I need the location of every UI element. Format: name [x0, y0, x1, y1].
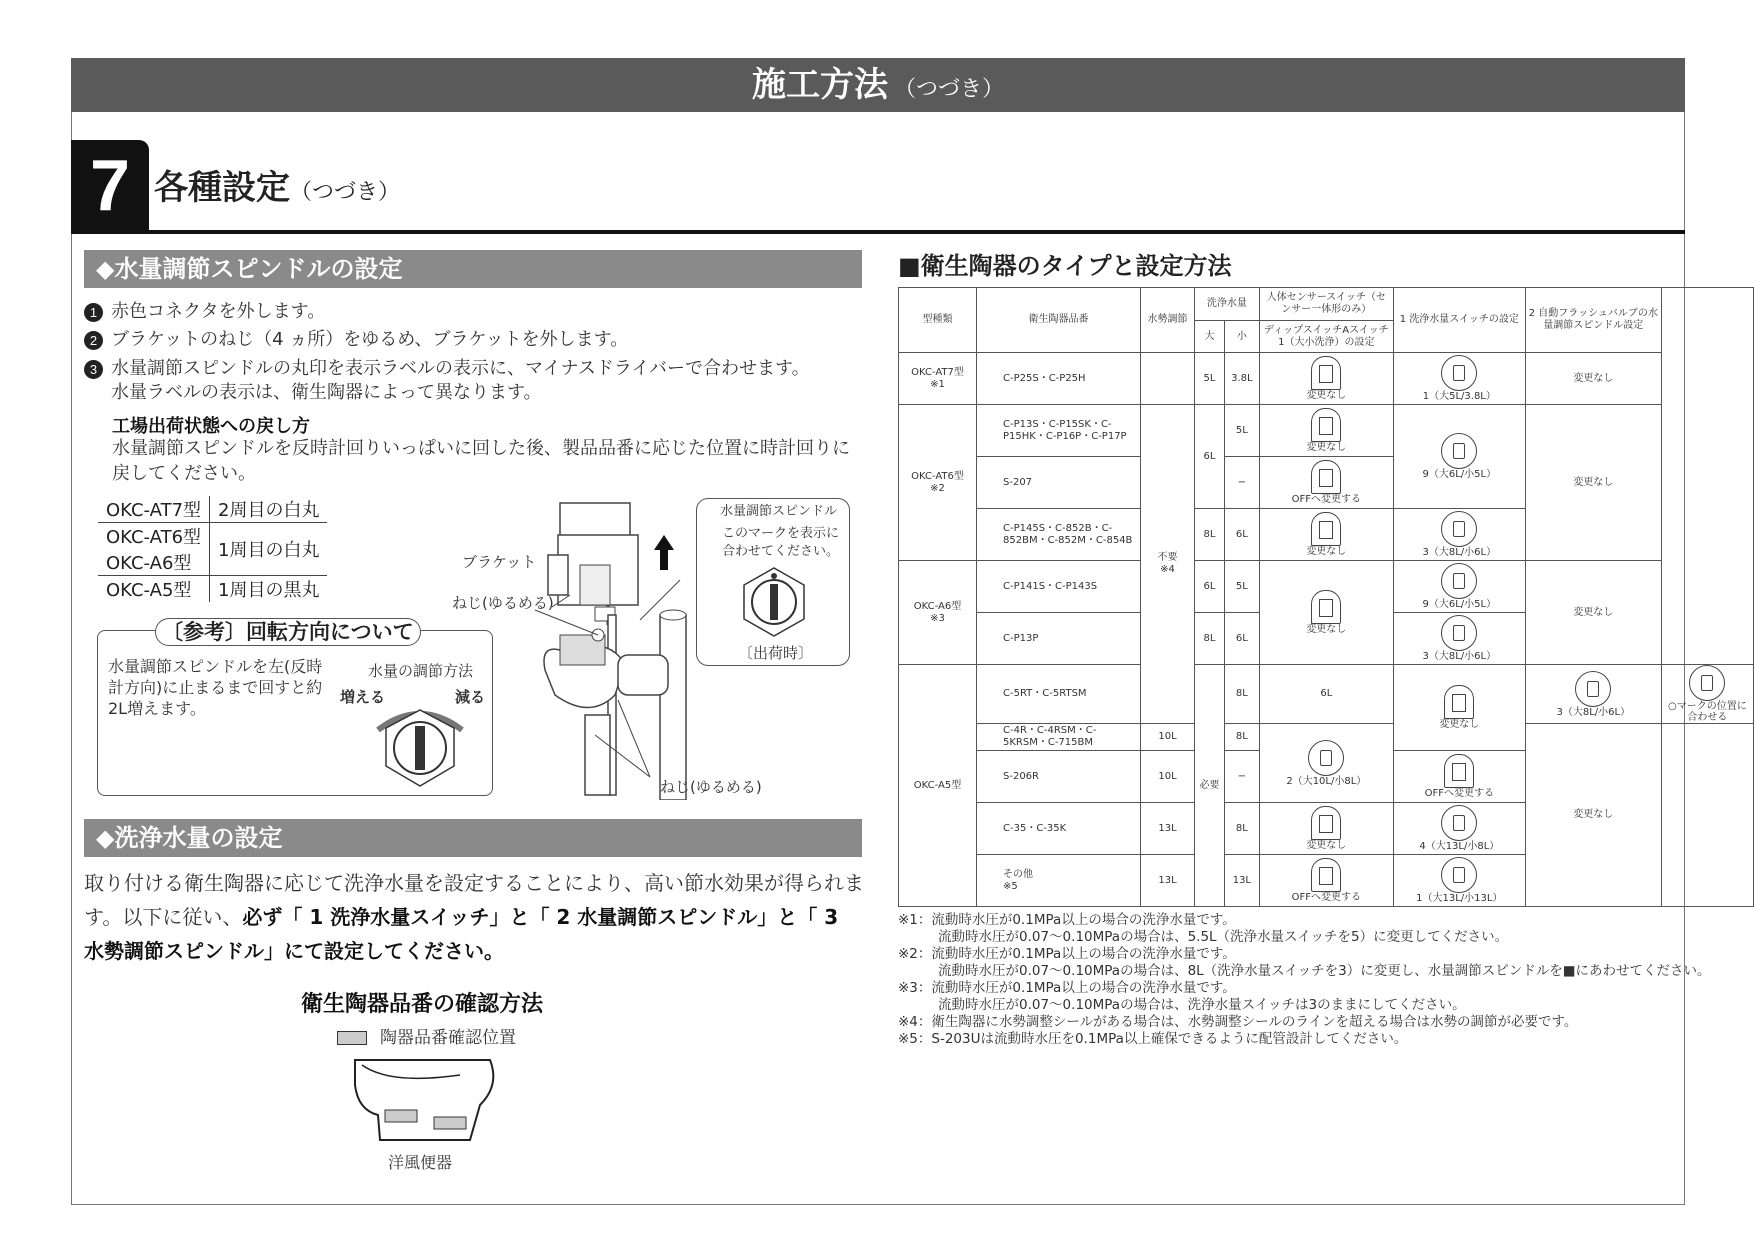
product-cell: C-4R・C-4RSM・C-5KRSM・C-715BM [977, 724, 1141, 751]
note: ※1：流動時水圧が0.1MPa以上の場合の洗浄水量です。 [898, 912, 1236, 928]
pos-cell: 2周目の白丸 [210, 496, 328, 523]
sw1-cell: 3（大8L/小6L） [1422, 547, 1497, 558]
pos-cell: 1周目の黒丸 [210, 576, 328, 603]
rotary-switch-icon [1441, 355, 1477, 391]
table-row [899, 405, 1754, 457]
rotary-switch-icon [1441, 857, 1477, 893]
screw-label-bottom: ねじ(ゆるめる) [660, 778, 762, 796]
section-divider [71, 230, 1685, 234]
callout-text-1: このマークを表示に [722, 526, 840, 541]
table-row [98, 523, 327, 576]
large-cell: 5L [1195, 353, 1225, 405]
rotation-dial-icon [370, 700, 470, 796]
dip-switch-icon [1311, 408, 1341, 442]
force-cell [1141, 353, 1195, 405]
col-force: 水勢調節 [1141, 288, 1195, 353]
force-cell: 必要 [1195, 665, 1225, 907]
header-sub: （つづき） [893, 77, 1004, 102]
callout-state: 〔出荷時〕 [738, 644, 814, 662]
note: ※3：流動時水圧が0.1MPa以上の場合の洗浄水量です。 [898, 980, 1236, 996]
step-3 [84, 357, 864, 405]
small-cell: − [1224, 751, 1259, 803]
large-cell: 10L [1141, 751, 1195, 803]
product-cell: S-206R [977, 751, 1141, 803]
toilet-diagram [350, 1055, 500, 1145]
table-row [899, 561, 1754, 613]
bracket-label: ブラケット [462, 553, 537, 571]
sw1-cell: 9（大6L/小5L） [1422, 469, 1497, 480]
dip-switch-icon [1311, 512, 1341, 546]
rotary-switch-icon [1308, 740, 1344, 776]
step-number: 3 [84, 360, 103, 379]
decrease-label: 減る [455, 688, 486, 706]
rotary-switch-icon [1441, 433, 1477, 469]
note: ※2：流動時水圧が0.1MPa以上の場合の洗浄水量です。 [898, 946, 1236, 962]
section-title-sub: （つづき） [290, 180, 401, 205]
dip-cell: 変更なし [1439, 719, 1480, 730]
sw2-cell: 変更なし [1525, 724, 1661, 907]
note: 流動時水圧が0.07〜0.10MPaの場合は、洗浄水量スイッチは3のままにしてください。 [938, 997, 1466, 1013]
section-title-text: 各種設定 [154, 168, 290, 208]
small-cell: 8L [1224, 724, 1259, 751]
small-cell: 6L [1224, 509, 1259, 561]
product-cell: C-P145S・C-852B・C-852BM・C-852M・C-854B [977, 509, 1141, 561]
page-header [71, 58, 1685, 112]
sw2-cell: ○マークの位置に合わせる [1668, 701, 1747, 723]
sw1-cell: 3（大8L/小6L） [1422, 651, 1497, 662]
types-title: ■衛生陶器のタイプと設定方法 [898, 252, 1232, 280]
step-number: 2 [84, 331, 103, 350]
step-text: 赤色コネクタを外します。 [111, 301, 326, 322]
reference-title: 〔参考〕回転方向について [155, 618, 421, 646]
large-cell: 8L [1195, 509, 1225, 561]
hex-dial-icon [738, 566, 810, 638]
sw1-cell: 3（大8L/小6L） [1556, 706, 1631, 718]
large-cell: 8L [1224, 665, 1259, 724]
dip-cell: OFFへ変更する [1291, 494, 1361, 505]
reference-text: 水量調節スピンドルを左(反時計方向)に止まるまで回すと約2L増えます。 [108, 657, 323, 718]
adjust-label: 水量の調節方法 [368, 662, 474, 680]
rotary-switch-icon [1441, 805, 1477, 841]
dip-cell: 変更なし [1306, 390, 1347, 401]
table-row [98, 496, 327, 523]
col-large: 大 [1195, 321, 1225, 353]
model-cell: OKC-A6型 [913, 600, 962, 612]
model-cell: OKC-A5型 [98, 576, 210, 603]
header-row [899, 288, 1754, 321]
table-row [899, 665, 1754, 724]
model-cell-2: OKC-A6型 [106, 553, 192, 574]
rotary-switch-icon [1441, 615, 1477, 651]
product-cell: C-35・C-35K [977, 803, 1141, 855]
dip-cell: OFFへ変更する [1291, 892, 1361, 903]
step-1 [84, 300, 325, 324]
sw1-cell: 9（大6L/小5L） [1422, 599, 1497, 610]
toilet-label: 洋風便器 [388, 1153, 453, 1172]
sw2-cell: 変更なし [1525, 353, 1661, 405]
rotary-switch-icon [1441, 563, 1477, 599]
table-row [899, 724, 1754, 751]
col-volume: 洗浄水量 [1195, 288, 1260, 321]
product-cell: C-P25S・C-P25H [977, 353, 1141, 405]
wash-intro-text: 取り付ける衛生陶器に応じて洗浄水量を設定することにより、高い節水効果が得られます。以下に従い、 [84, 871, 864, 929]
footnotes [898, 912, 1711, 1048]
factory-title: 工場出荷状態への戻し方 [112, 416, 310, 437]
col-sw2: 2 自動フラッシュバルブの水量調節スピンドル設定 [1525, 288, 1661, 353]
large-cell: 6L [1195, 405, 1225, 509]
section-title [154, 160, 400, 209]
spindle-bar: ◆水量調節スピンドルの設定 [84, 250, 862, 288]
small-cell: 6L [1259, 665, 1393, 724]
product-cell: C-5RT・C-5RTSM [977, 665, 1141, 724]
large-cell: 13L [1141, 803, 1195, 855]
dip-switch-icon [1311, 356, 1341, 390]
dip-cell: OFFへ変更する [1424, 788, 1494, 799]
model-cell: OKC-A5型 [899, 665, 977, 907]
types-table [898, 287, 1754, 907]
step-text: ブラケットのねじ（4 ヵ所）をゆるめ、ブラケットを外します。 [111, 329, 629, 350]
step-2 [84, 328, 628, 352]
wash-intro [84, 866, 864, 968]
small-cell: 13L [1224, 855, 1259, 907]
sw1-cell: 1（大5L/3.8L） [1422, 391, 1496, 402]
col-dip: ディップスイッチAスイッチ1（大小洗浄）の設定 [1259, 321, 1393, 353]
large-cell: 10L [1141, 724, 1195, 751]
sw2-cell: 変更なし [1525, 561, 1661, 665]
model-cell: OKC-AT7型 [911, 366, 964, 378]
large-cell: 8L [1195, 613, 1225, 665]
dip-switch-icon [1311, 460, 1341, 494]
sw1-cell: 1（大13L/小13L） [1416, 893, 1503, 904]
col-model: 型種類 [899, 288, 977, 353]
sw1-cell: 2（大10L/小8L） [1286, 775, 1367, 787]
step-text-2: 水量ラベルの表示は、衛生陶器によって異なります。 [111, 382, 542, 403]
col-small: 小 [1224, 321, 1259, 353]
dip-cell: 変更なし [1306, 840, 1347, 851]
rotary-switch-icon [1441, 511, 1477, 547]
small-cell: 3.8L [1224, 353, 1259, 405]
sw1-cell: 4（大13L/小8L） [1419, 841, 1500, 852]
note: ※4：衛生陶器に水勢調整シールがある場合は、水勢調整シールのラインを超える場合は水勢の調節が必要です。 [898, 1014, 1578, 1030]
model-note: ※1 [930, 378, 945, 390]
note: 流動時水圧が0.07〜0.10MPaの場合は、8L（洗浄水量スイッチを3）に変更し、水量調節スピンドルを■にあわせてください。 [938, 963, 1711, 979]
sw2-cell: 変更なし [1525, 405, 1661, 561]
legend-swatch [337, 1031, 367, 1045]
dip-switch-icon [1444, 685, 1474, 719]
legend-label: 陶器品番確認位置 [380, 1028, 516, 1048]
dip-switch-icon [1311, 858, 1341, 892]
large-cell: 13L [1141, 855, 1195, 907]
force-cell: 不要 [1157, 552, 1178, 563]
col-sw1: 1 洗浄水量スイッチの設定 [1393, 288, 1525, 353]
position-table [98, 496, 327, 602]
screw-label-top: ねじ(ゆるめる) [452, 594, 554, 612]
col-sensor: 人体センサースイッチ（センサー一体形のみ） [1259, 288, 1393, 321]
check-title: 衛生陶器品番の確認方法 [301, 992, 544, 1017]
hex-dial-icon [1689, 665, 1725, 701]
factory-text: 水量調節スピンドルを反時計回りいっぱいに回した後、製品品番に応じた位置に時計回りに戻してください。 [112, 438, 850, 484]
note: 流動時水圧が0.07〜0.10MPaの場合は、5.5L（洗浄水量スイッチを5）に変更してください。 [938, 929, 1509, 945]
product-cell: C-P13S・C-P15SK・C-P15HK・C-P16P・C-P17P [977, 405, 1141, 457]
header-title: 施工方法 [751, 65, 888, 105]
dip-switch-icon [1311, 590, 1341, 624]
small-cell: 6L [1224, 613, 1259, 665]
section-number: 7 [71, 140, 149, 230]
small-cell: 5L [1224, 405, 1259, 457]
small-cell: 5L [1224, 561, 1259, 613]
wash-bar: ◆洗浄水量の設定 [84, 819, 862, 857]
wash-intro-bold: 必ず「 1 洗浄水量スイッチ」と「 2 水量調節スピンドル」と「 3 水勢調節スピンドル」にて設定してください。 [84, 905, 839, 963]
model-note: ※3 [930, 612, 945, 624]
table-row [899, 353, 1754, 405]
product-cell: C-P141S・C-P143S [977, 561, 1141, 613]
dip-cell: 変更なし [1306, 624, 1347, 635]
product-cell: C-P13P [977, 613, 1141, 665]
dip-cell: 変更なし [1306, 546, 1347, 557]
dip-switch-icon [1444, 754, 1474, 788]
model-note: ※2 [930, 482, 945, 494]
product-note: ※5 [1003, 880, 1018, 892]
up-arrow-icon [654, 535, 674, 570]
model-cell: OKC-AT6型 [911, 470, 964, 482]
pos-cell: 1周目の白丸 [210, 523, 328, 576]
table-row [98, 576, 327, 603]
small-cell: − [1224, 457, 1259, 509]
callout-title: 水量調節スピンドル [720, 504, 838, 519]
step-text: 水量調節スピンドルの丸印を表示ラベルの表示に、マイナスドライバーで合わせます。 [111, 358, 810, 379]
note: ※5：S-203Uは流動時水圧を0.1MPa以上確保できるように配管設計してください。 [898, 1031, 1408, 1047]
dip-switch-icon [1311, 806, 1341, 840]
dip-cell: 変更なし [1306, 442, 1347, 453]
col-product: 衛生陶器品番 [977, 288, 1141, 353]
product-cell: S-207 [977, 457, 1141, 509]
increase-label: 増える [340, 688, 386, 706]
model-cell: OKC-AT7型 [98, 496, 210, 523]
callout-text-2: 合わせてください。 [722, 544, 840, 559]
small-cell: 8L [1224, 803, 1259, 855]
rotary-switch-icon [1575, 671, 1611, 707]
force-note: ※4 [1160, 564, 1175, 575]
step-number: 1 [84, 303, 103, 322]
model-cell: OKC-AT6型 [106, 527, 202, 548]
large-cell: 6L [1195, 561, 1225, 613]
product-cell: その他 [1003, 868, 1033, 880]
